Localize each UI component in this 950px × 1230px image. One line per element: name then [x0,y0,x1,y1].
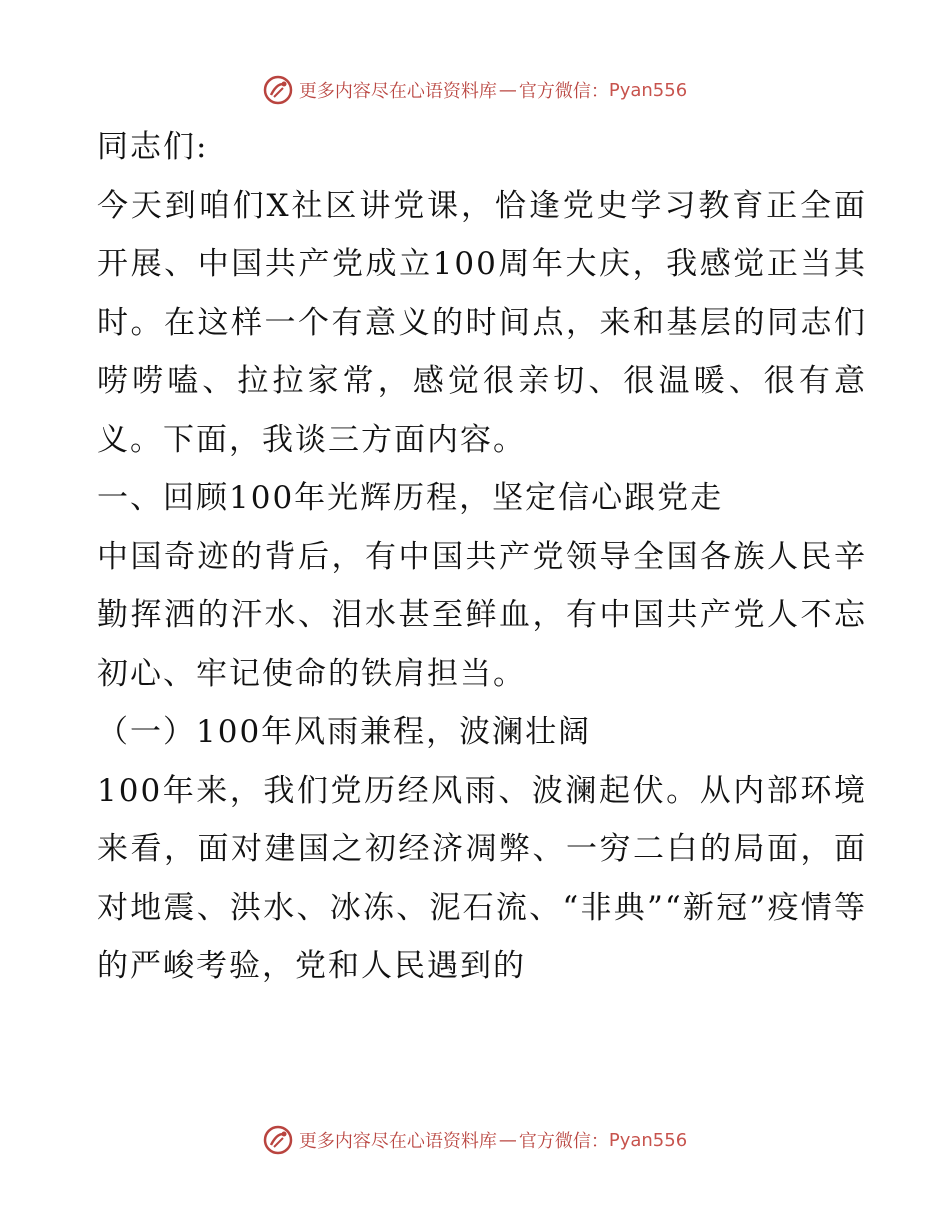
header-watermark [0,72,950,108]
watermark-main-text: 更多内容尽在心语资料库 [298,1131,497,1152]
watermark-official-label: 官方微信： [518,81,609,102]
logo-icon [263,75,293,105]
greeting: 同志们: [97,129,209,165]
footer-watermark [0,1122,950,1158]
intro-paragraph: 今天到咱们X社区讲党课，恰逢党史学习教育正全面开展、中国共产党成立100周年大庆，我感觉正当其时。在这样一个有意义的时间点，来和基层的同志们唠唠嗑、拉拉家常，感觉很亲切、很温暖、很有意义。下面，我谈三方面内容。 [97,187,867,458]
subsection-paragraph: 100年来，我们党历经风雨、波澜起伏。从内部环境来看，面对建国之初经济凋弊、一穷二白的局面，面对地震、洪水、冰冻、泥石流、“非典”“新冠”疫情等的严峻考验，党和人民遇到的 [97,772,867,984]
watermark-separator: — [498,79,517,101]
subsection-heading: （一）100年风雨兼程，波澜壮阔 [97,714,592,750]
watermark-official-label: 官方微信： [518,1131,609,1152]
section-paragraph: 中国奇迹的背后，有中国共产党领导全国各族人民辛勤挥洒的汗水、泪水甚至鲜血，有中国共产党人不忘初心、牢记使命的铁肩担当。 [97,538,867,692]
logo-icon [263,1125,293,1155]
watermark-account: Pyan556 [608,1129,688,1151]
watermark-account: Pyan556 [608,79,688,101]
section-heading: 一、回顾100年光辉历程，坚定信心跟党走 [97,480,724,516]
watermark-main-text: 更多内容尽在心语资料库 [298,81,497,102]
watermark-separator: — [498,1129,517,1151]
document-body [97,118,867,996]
